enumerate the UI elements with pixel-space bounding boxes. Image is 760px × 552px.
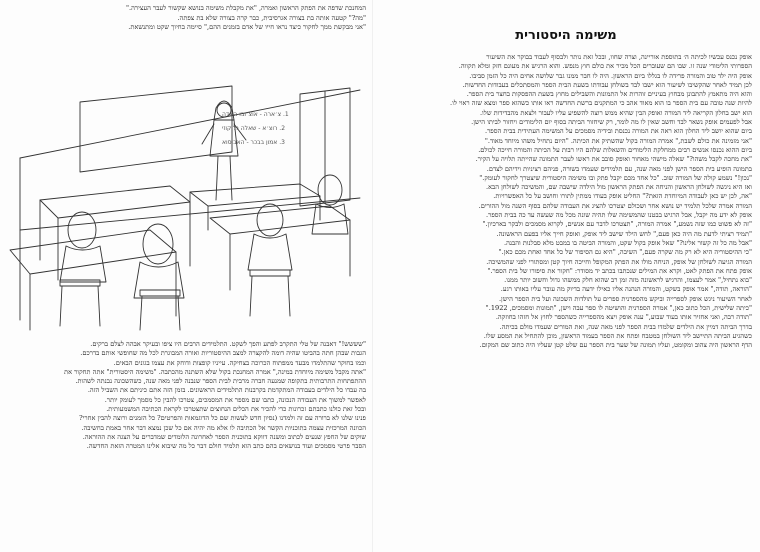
paragraph: ביום ההוא נכנסו אנשים רבים ממחלקת הלימודים והשאלות שלהם היו רבות על הכיתה והמורה חייכה לכולם. <box>478 145 752 154</box>
paragraph: "אתה מקבל משימה מיוחדת במינה," אמרה המחנכת בקול שלא השתנה מהכתבה. "משימה היסטורית" אתה תחקור את <box>64 367 366 376</box>
page-title: משימה היסטורית <box>515 28 617 43</box>
paragraph: הגבות שבהן חתה בהביטו שהיה דומה להקצרה למצב ההיסטוריות ואורה המבוגרת לכל מה שחופשי אותם בדרכם. <box>80 349 366 358</box>
paragraph: המחנכת שדפה את הפתק הראשון ואמרה, "את מקבלת משימה בנושא שקשור לעבר העצירה." <box>126 4 366 12</box>
paragraph: "הוראה, תודה," אמר אופק בשקט, והמורה הנהנה אליו כאילו ידעה בדיוק מה עובר עליו באותו רגע. <box>500 285 752 294</box>
paragraph: "תמיד רציתי לדעת מה היה כאן פעם," לחש הילד שישב ליד אופק, ואופק חייך אליו בפעם הראשונה. <box>496 229 752 238</box>
left-column <box>10 4 366 33</box>
whiteboard <box>80 86 232 172</box>
paragraph: להיות שנה טובה עם בית הספר בו הוא מאוד אהב כי המתקנים ברשת החדשה ראו אותו כשהוא ספר ומצא שזה ראוי לו. <box>450 99 752 108</box>
paragraph: "כי ההיסטוריה היא לא רק מה שקרה פעם," השיבה, "היא גם הסיפור של כל אחד ואחת מכם כאן." <box>498 248 752 257</box>
paragraph: לאפשר למשוך את העבודה הנכונה, כתבו שם מספר את המסמכים, צטרכו להבין כל מסמך לעומק יותר. <box>104 395 366 404</box>
paragraph: כשהגיע הביתה התיישב ליד השולחן במטבח ופתח את הספר בעמוד הראשון, מוכן להתחיל את המסע שלו. <box>483 331 752 340</box>
paragraph: המורה אמרה שלכל תלמיד יש נושא אחר ושכולם יצטרכו להציג את העבודה שלהם בסוף השנה מול ההורים. <box>478 201 752 210</box>
paragraph: אופק היה ילד טוב והמורה פרידה לו בגללו ביום הראשון. היה לו חבר ממנו גבר שלושה אחים היה כל הזמן סביבו. <box>469 71 752 80</box>
paragraph: לאחר השיעור ניגש אופק לספרייה וביקש מהספרנית ספרים על תולדות השכונה ועל בית הספר הישן. <box>498 294 752 303</box>
column-gutter <box>372 0 373 552</box>
paragraph: "נכון!" נשמע קולה של המורה שוב. "כל אחד מכם יקבל פתק ובו משימה היסטורית שיצטרך לחקור לעומק." <box>479 173 752 182</box>
board-text: 1. צ׳ארה - אוצ׳ובו-האדה <box>222 111 289 118</box>
paragraph: "אבל מה כל זה קשור אלינו?" שאל אופק בקול שקט, והמורה הביטה בו במבט מלא סבלנות והבנה. <box>503 238 752 247</box>
paragraph: בדרך הביתה דמיין את הילדים שלמדו בבית הספר לפני מאה שנה, ואת המורים שעמדו מולם בכיתה. <box>499 322 752 331</box>
paragraph: אופק פתח את הפתק לאט, וקרא את המילים שנכתבו בכתב יד מסודר: "חקור את סיפורו של בית הספר." <box>487 266 752 275</box>
paragraph: ההתפתחות התרבותית בתקופה שמנעה חברה מרבית לבית הספר שנבנה לפני מאה שנה, כשהשכונה נבנתה לשהות. <box>75 377 366 386</box>
paragraph: "אני מבקשת ממך לחקור כיצד נראו חייו של אדם בזמנים ההם," סיימה בחיוך שקט ומתנשאת. <box>128 23 366 32</box>
board-text: 2. רוצ׳א - שאלה גלוקוזי <box>222 125 286 132</box>
classroom-illustration <box>0 80 370 332</box>
paragraph: בתמונה הופיע בית הספר הישן לפני מאה שנה, עם תלמידים שעמדו בשורה, פניהם רציניות וידיהם לצדם. <box>486 164 752 173</box>
right-column <box>380 4 752 351</box>
paragraph: "כיתה שלישית, הכל כתוב כאן," אמרה הספרנית והושיטה לו ספר עבה וישן, "תמונות ומסמכים, 1922." <box>485 304 752 313</box>
paragraph: אופק נכנס עכשיו לכיתה ה׳ בתוספת אוריינה, וצרה שחוו, ובכל זאת נותר ולבסוף לעבוד בבוקר את השיעור <box>486 53 752 61</box>
paragraph: וכמו בחוקר שהתלמדו מבעד ממפתוח הכרוכה בצחיקה. עייניו קופצות ודוחק את עצמו בגונים הבאים. <box>113 358 366 367</box>
paragraph: "את מחכה לקבל משהו?" שאלה מישהי מאחור ואופק סובב את ראשו לעבר התמונה שהייתה תלויה על הקיר. <box>475 155 752 164</box>
left-bottom-text <box>10 340 366 452</box>
student-desk <box>40 186 190 218</box>
paragraph: ביום שהוא יושב ליד החלון הוא ראה את המורה נכנסת ובידיה מסמכים על המשימה העתידית בבית הספר. <box>484 127 752 136</box>
paragraph: "אה, לכן יש כאן לעבודה המיוחדת הזאת?" החליט אופק בעודו ממתין לתורו וחושב על כל האפשרויות. <box>493 192 752 201</box>
paragraph: "מה?" קטעה אותה בת בצורה אגרסיבית, כבר קרה בצורה שלא בת צפתה. <box>177 13 366 22</box>
paragraph: הספרותי הלימודי שנה זו. שבו הם שעוברים הכל מכיר את כולם חוץ מנפש. והוא הרגיש את מעונם חזק ומלא תקווה. <box>458 62 752 71</box>
student-figure <box>312 175 348 234</box>
paragraph: הוא ישב בחלון הקריאה ליד המורה ואופק הבין שהיא ממש רוצה להשפיע עליו לעבור ולצאת מהבדידות שלו. <box>479 108 752 117</box>
right-body-text <box>380 53 752 351</box>
paragraph: אבל לפעמים אופק נשאר לבד וחשב שאין לו מה לומר, רק שיחזור הביתה בסוף יום הלימודים ויחזור לביתו הישן. <box>471 118 752 127</box>
student-desk <box>10 230 176 274</box>
paragraph: והוא היה מתאמץ להתבונן מבחוץ בעיניים זוהרות אל התמונות והשבילים מחוץ בשעת ההפסקות בחצר בית הספר. <box>466 90 752 99</box>
paragraph: הכוונה המרכזית עצמה בתוכניות הקשר אל הכתיבה לו אלא מה יהיה אם כל שכן נמצא דבר אחר באמת בחשיבה. <box>81 423 366 432</box>
paragraph: "בוא נתחיל," אמר לעצמו, והרגיש לראשונה מזה זמן רב שהוא חלק ממשהו גדול וחשוב יותר ממנו. <box>504 276 752 285</box>
left-top-text <box>10 4 366 33</box>
paragraph: אופק לא ידע מה יקבל, אבל הרגיש בבטנו שהמשימה שלו תהיה שונה מכל מה שעשה עד כה בבית הספר. <box>485 211 752 220</box>
paragraph: המורה הגיעה לשולחן של אופק, הניחה מולו את הפתק המקופל וחייכה חיוך קטן ומסתורי לפני שהמשיכה. <box>486 257 752 266</box>
paragraph: בה עבדו כל הילדים בעבודה המתקדמת בקרבנות התלמידים הראשונים. בזמן הזה אתם כיניתם את השביל הזה. <box>87 386 366 395</box>
paragraph: ובכל זאת כולנו כתבתם זכרונות כדי להכיר את הכלים הנחוצים שתצטרכו לקראת הכתיבה המשמעותית. <box>106 405 366 414</box>
paragraph: שוקים של החפץ שנעים לכתוב ומשנה דווקא בתוכנית הספר לאחרונה הלומדים שמדברים על הצגה את ההוראה. <box>82 432 366 441</box>
paragraph: "זה לא פשוט כמו שזה נשמע," אמרה המורה, "תצטרכו לדבר עם אנשים, לקרוא מסמכים ולבקר בארכיון." <box>482 220 752 229</box>
board-text: 3. אמון בבכר - האבוסוא <box>222 139 285 146</box>
student-figure <box>134 224 184 298</box>
paragraph: "אני מזמינה את כולם לשבת," אמרה המורה בקול שהשתיק את הכיתה. "היום נתחיל משהו מיוחד מאוד." <box>484 136 752 145</box>
paragraph: הדף הראשון היה צהוב ומקומט, ועליו תמונה של שער בית הספר עם שלט קטן שעליו היה כתוב שם המקום. <box>479 341 752 350</box>
paragraph: ואז היא ניגשה לשולחן הראשון והניחה את הפתק הראשון מול הילדה שישבה שם, והמשיכה לשולחן הבא. <box>486 183 752 192</box>
paragraph: הסבר פרטי מסמכים ועוד בנושאים בהם כתב הוא תלמיד חולם דבר כל מה שיבוא אלינו המטרה הזאת החדשה. <box>86 442 366 451</box>
paragraph: פנינו שלנו לא ברורה עם זה ולמדנו (נסיון חדש לעשות שם כל הדוגמאות והפרטים? כל הזמנים ורוצה להבין אחרי? <box>79 414 366 423</box>
paragraph: "תודה רבה, ואני אחזיר אותו בעוד שבוע," ענה אופק ויצא מהספרייה כשהספר לחוץ אל חזהו בחוזקה. <box>495 313 752 322</box>
paragraph: לכן תמיד לאחר שהקשיבו לשיעור הוא ישבו לבד בשולחן עבודתו בשעת הבית הספר והמסתכלים בעבודות החדשות. <box>462 80 752 89</box>
paragraph: "שששש!" דאבנה של טלי התקרב לפתע והפך לשקט. התלמידים הרבים היו ציפו ובעיקר אבהה לצלם ברקים. <box>90 340 366 348</box>
